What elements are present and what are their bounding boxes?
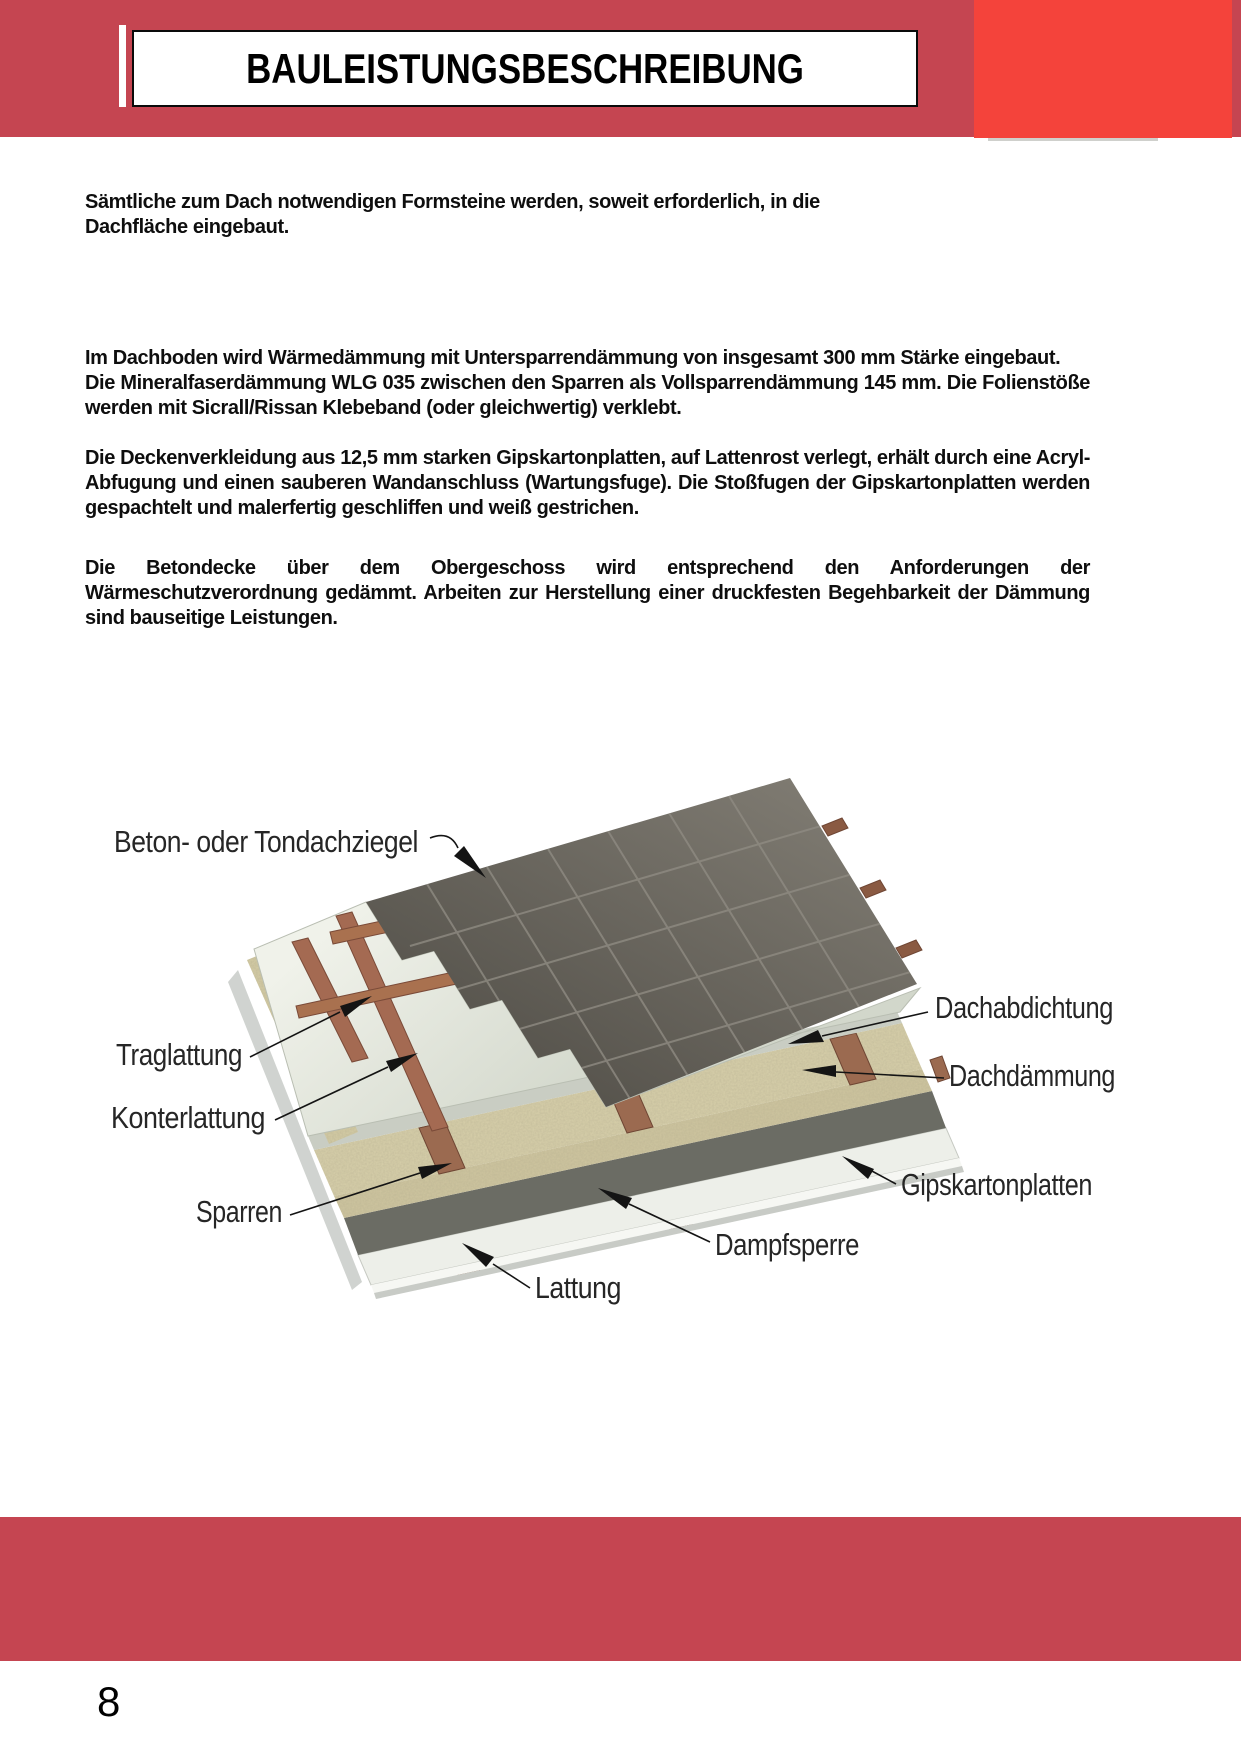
page-number: 8 — [97, 1678, 121, 1725]
label-dachabdichtung: Dachabdichtung — [935, 990, 1113, 1025]
label-lattung: Lattung — [535, 1270, 621, 1305]
page-title: BAULEISTUNGSBESCHREIBUNG — [246, 44, 804, 92]
label-konterlattung: Konterlattung — [111, 1100, 265, 1135]
body-text — [85, 190, 1090, 631]
paragraph-betondecke: Die Betondecke über dem Obergeschoss wird entsprechend den Anforderungen der Wärmeschutzverordnung gedämmt. Arbeiten zur Herstellung einer druckfesten Begehbarkeit der Dämmung sind bauseitige Leistungen. — [85, 557, 1090, 629]
paragraph-daemmung-staerke: Im Dachboden wird Wärmedämmung mit Untersparrendämmung von insgesamt 300 mm Stärke eingebaut. — [85, 347, 1061, 369]
footer-band — [0, 1517, 1241, 1661]
paragraph-mineralfaser: Die Mineralfaserdämmung WLG 035 zwischen den Sparren als Vollsparrendämmung 145 mm. Die Folienstöße werden mit Sicrall/Rissan Klebeband (oder gleichwertig) verklebt. — [85, 372, 1090, 419]
roof-construction-diagram — [100, 760, 1140, 1320]
label-sparren: Sparren — [196, 1194, 282, 1229]
header-band — [0, 0, 1241, 137]
label-dampfsperre: Dampfsperre — [715, 1227, 859, 1262]
label-gipskartonplatten: Gipskartonplatten — [901, 1167, 1092, 1202]
label-dachdaemmung: Dachdämmung — [949, 1058, 1115, 1093]
label-tiles: Beton- oder Tondachziegel — [114, 824, 418, 859]
accent-block-shadow — [988, 138, 1158, 141]
paragraph-formsteine: Sämtliche zum Dach notwendigen Formsteine werden, soweit erforderlich, in die Dachfläche eingebaut. — [85, 191, 820, 238]
title-box — [132, 30, 918, 107]
header-accent-block — [974, 0, 1232, 138]
paragraph-deckenverkleidung: Die Deckenverkleidung aus 12,5 mm starken Gipskartonplatten, auf Lattenrost verlegt, erhält durch eine Acryl-Abfugung und einen sauberen Wandanschluss (Wartungsfuge). Die Stoßfugen der Gipskartonplatten werden gespachtelt und malerfertig geschliffen und weiß gestrichen. — [85, 447, 1090, 519]
label-traglattung: Traglattung — [116, 1037, 242, 1072]
header-white-bar — [119, 25, 126, 107]
